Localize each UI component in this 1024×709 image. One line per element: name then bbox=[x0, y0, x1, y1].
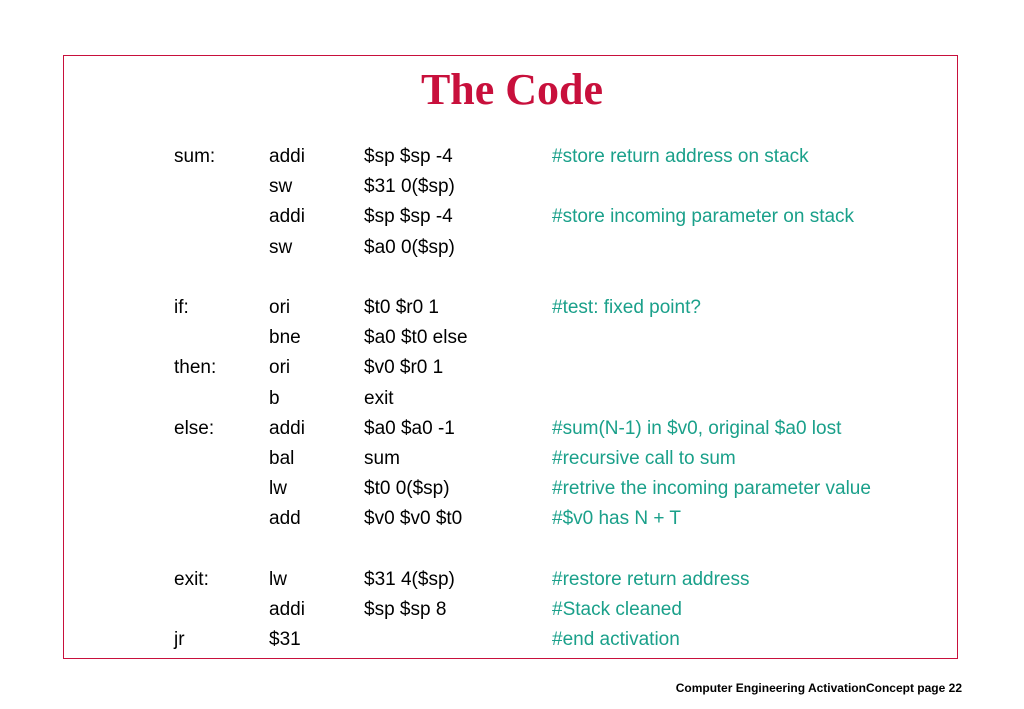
code-comment: #store return address on stack bbox=[552, 146, 809, 167]
code-args: $sp $sp -4 bbox=[364, 206, 453, 228]
code-opcode: b bbox=[269, 387, 280, 409]
code-args: $31 0($sp) bbox=[364, 176, 455, 198]
code-comment: #test: fixed point? bbox=[552, 296, 701, 318]
code-comment: #$v0 has N + T bbox=[552, 508, 682, 530]
code-opcode: addi bbox=[269, 417, 305, 439]
code-label: jr bbox=[174, 629, 185, 650]
code-label: sum: bbox=[174, 146, 216, 167]
code-opcode: addi bbox=[269, 206, 305, 228]
code-comment: #Stack cleaned bbox=[552, 598, 682, 620]
code-opcode: bal bbox=[269, 447, 295, 469]
code-label: else: bbox=[174, 417, 215, 439]
code-opcode: addi bbox=[269, 598, 305, 620]
code-opcode: add bbox=[269, 508, 301, 530]
code-opcode: $31 bbox=[269, 629, 301, 650]
code-args: sum bbox=[364, 447, 400, 469]
code-args: $a0 $a0 -1 bbox=[364, 417, 455, 439]
code-opcode: bne bbox=[269, 327, 301, 349]
code-comment: #restore return address bbox=[552, 568, 750, 590]
code-comment: #store incoming parameter on stack bbox=[552, 206, 855, 228]
code-comment: #sum(N-1) in $v0, original $a0 lost bbox=[552, 417, 842, 439]
code-args: $sp $sp 8 bbox=[364, 598, 447, 620]
code-opcode: ori bbox=[269, 296, 291, 318]
code-opcode: addi bbox=[269, 146, 305, 167]
code-args: $v0 $v0 $t0 bbox=[364, 508, 463, 530]
code-args: $v0 $r0 1 bbox=[364, 357, 444, 379]
code-opcode: lw bbox=[269, 478, 287, 500]
code-opcode: sw bbox=[269, 236, 293, 258]
code-args: exit bbox=[364, 387, 394, 409]
code-opcode: sw bbox=[269, 176, 293, 198]
code-args: $a0 $t0 else bbox=[364, 327, 468, 349]
code-args: $a0 0($sp) bbox=[364, 236, 455, 258]
slide-footer: Computer Engineering ActivationConcept page 22 bbox=[675, 681, 962, 695]
code-args: $sp $sp -4 bbox=[364, 146, 453, 167]
code-opcode: ori bbox=[269, 357, 291, 379]
code-opcode: lw bbox=[269, 568, 287, 590]
code-label: exit: bbox=[174, 568, 209, 590]
code-args: $t0 $r0 1 bbox=[364, 296, 439, 318]
code-comment: #retrive the incoming parameter value bbox=[552, 478, 871, 500]
code-comment: #end activation bbox=[552, 629, 680, 650]
code-args: $t0 0($sp) bbox=[364, 478, 450, 500]
code-label: then: bbox=[174, 357, 217, 379]
code-label: if: bbox=[174, 296, 189, 318]
code-comment: #recursive call to sum bbox=[552, 447, 736, 469]
slide-title: The Code bbox=[420, 65, 604, 114]
code-args: $31 4($sp) bbox=[364, 568, 455, 590]
